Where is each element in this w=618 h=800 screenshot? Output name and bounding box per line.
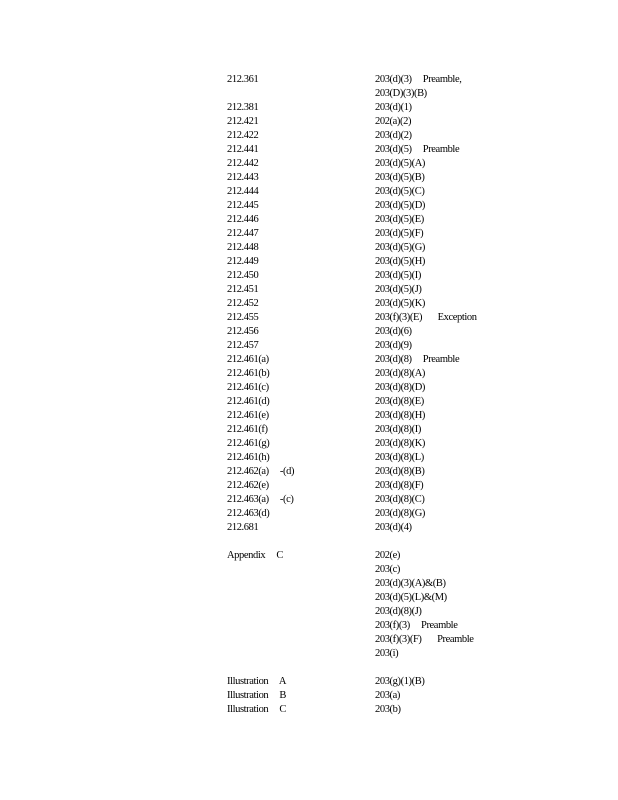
statute-reference: 202(e)	[375, 550, 401, 561]
section-reference: 212.681	[227, 522, 259, 533]
section-reference: 212.448	[227, 242, 259, 253]
table-row	[227, 465, 547, 479]
section-reference: 212.361	[227, 74, 259, 85]
table-row	[227, 423, 547, 437]
table-row	[227, 297, 547, 311]
section-reference	[227, 87, 375, 101]
statute-reference: 203(d)(5)(H)	[375, 256, 426, 267]
statute-reference: 203(g)(1)(B)	[375, 676, 425, 687]
table-row	[227, 675, 547, 689]
statute-reference: 203(d)(3)(A)&(B)	[375, 578, 446, 589]
table-row	[227, 633, 547, 647]
section-reference: Illustration C	[227, 704, 287, 715]
table-row	[227, 409, 547, 423]
table-row	[227, 549, 547, 563]
table-row	[227, 269, 547, 283]
table-row	[227, 87, 547, 101]
section-reference	[227, 633, 375, 647]
statute-reference: 203(D)(3)(B)	[375, 88, 427, 99]
table-row	[227, 647, 547, 661]
section-reference: 212.463(d)	[227, 508, 270, 519]
section-reference: 212.451	[227, 284, 259, 295]
table-row	[227, 451, 547, 465]
section-reference	[227, 619, 375, 633]
statute-reference: 203(d)(5)(D)	[375, 200, 426, 211]
section-reference: 212.449	[227, 256, 259, 267]
table-row	[227, 227, 547, 241]
table-row	[227, 353, 547, 367]
statute-reference: 203(c)	[375, 564, 401, 575]
statute-reference: 203(d)(5)(A)	[375, 158, 426, 169]
statute-reference: 202(a)(2)	[375, 116, 412, 127]
section-reference: Illustration A	[227, 676, 287, 687]
table-row	[227, 213, 547, 227]
section-reference: 212.442	[227, 158, 259, 169]
table-row	[227, 101, 547, 115]
statute-reference: 203(d)(3) Preamble,	[375, 74, 462, 85]
statute-reference: 203(d)(5)(C)	[375, 186, 425, 197]
section-reference: 212.462(e)	[227, 480, 269, 491]
table-row	[227, 493, 547, 507]
statute-reference: 203(d)(8)(J)	[375, 606, 422, 617]
statute-reference: 203(d)(5)(G)	[375, 242, 426, 253]
section-reference: 212.447	[227, 228, 259, 239]
statute-reference: 203(d)(8)(G)	[375, 508, 426, 519]
section-reference: 212.445	[227, 200, 259, 211]
statute-reference: 203(d)(8)(B)	[375, 466, 425, 477]
statute-reference: 203(d)(5)(F)	[375, 228, 424, 239]
section-reference: 212.461(e)	[227, 410, 269, 421]
statute-reference: 203(d)(5)(K)	[375, 298, 426, 309]
table-row	[227, 563, 547, 577]
section-reference: 212.421	[227, 116, 259, 127]
statute-reference: 203(f)(3) Preamble	[375, 620, 458, 631]
statute-reference: 203(f)(3)(E) Exception	[375, 312, 477, 323]
table-row	[227, 241, 547, 255]
statute-reference: 203(d)(8)(I)	[375, 424, 421, 435]
section-reference: 212.461(d)	[227, 396, 270, 407]
table-row	[227, 367, 547, 381]
statute-reference: 203(d)(8)(E)	[375, 396, 424, 407]
table-row	[227, 171, 547, 185]
table-row	[227, 395, 547, 409]
table-row	[227, 437, 547, 451]
table-row	[227, 129, 547, 143]
table-row	[227, 199, 547, 213]
statute-reference: 203(d)(8)(F)	[375, 480, 424, 491]
statute-reference: 203(d)(9)	[375, 340, 412, 351]
statute-reference: 203(d)(8)(H)	[375, 410, 426, 421]
section-reference: 212.456	[227, 326, 259, 337]
statute-reference: 203(f)(3)(F) Preamble	[375, 634, 474, 645]
table-row	[227, 311, 547, 325]
section-reference: 212.461(f)	[227, 424, 268, 435]
table-row	[227, 339, 547, 353]
statute-reference: 203(d)(5)(I)	[375, 270, 421, 281]
statute-reference: 203(d)(5)(E)	[375, 214, 424, 225]
section-reference	[227, 647, 375, 661]
section-reference: 212.461(h)	[227, 452, 270, 463]
section-reference: 212.450	[227, 270, 259, 281]
statute-reference: 203(d)(5)(B)	[375, 172, 425, 183]
statute-reference: 203(i)	[375, 648, 399, 659]
section-reference: 212.455	[227, 312, 259, 323]
section-reference: Illustration B	[227, 690, 287, 701]
section-reference: 212.457	[227, 340, 259, 351]
table-row	[227, 255, 547, 269]
statute-reference: 203(d)(8)(C)	[375, 494, 425, 505]
table-row	[227, 381, 547, 395]
table-row	[227, 143, 547, 157]
table-row	[227, 283, 547, 297]
table-row	[227, 591, 547, 605]
table-row	[227, 115, 547, 129]
table-row	[227, 507, 547, 521]
section-reference: 212.443	[227, 172, 259, 183]
section-reference: Appendix C	[227, 550, 283, 561]
cross-reference-table	[227, 73, 547, 717]
section-reference: 212.462(a) -(d)	[227, 466, 295, 477]
table-row	[227, 185, 547, 199]
statute-reference: 203(b)	[375, 704, 401, 715]
statute-reference: 203(d)(8) Preamble	[375, 354, 460, 365]
section-reference: 212.422	[227, 130, 259, 141]
table-row	[227, 73, 547, 87]
section-reference: 212.463(a) -(c)	[227, 494, 294, 505]
statute-reference: 203(d)(8)(K)	[375, 438, 426, 449]
section-reference	[227, 591, 375, 605]
statute-reference: 203(d)(8)(L)	[375, 452, 424, 463]
statute-reference: 203(d)(4)	[375, 522, 412, 533]
section-reference: 212.452	[227, 298, 259, 309]
section-reference: 212.381	[227, 102, 259, 113]
statute-reference: 203(d)(5)(L)&(M)	[375, 592, 447, 603]
table-row	[227, 605, 547, 619]
table-row	[227, 521, 547, 535]
section-reference: 212.461(g)	[227, 438, 270, 449]
table-row	[227, 577, 547, 591]
section-reference	[227, 577, 375, 591]
table-row	[227, 619, 547, 633]
statute-reference: 203(d)(5) Preamble	[375, 144, 460, 155]
statute-reference: 203(a)	[375, 690, 401, 701]
section-reference: 212.461(c)	[227, 382, 269, 393]
statute-reference: 203(d)(6)	[375, 326, 412, 337]
section-reference: 212.444	[227, 186, 259, 197]
table-row	[227, 325, 547, 339]
section-reference: 212.461(b)	[227, 368, 270, 379]
statute-reference: 203(d)(8)(D)	[375, 382, 426, 393]
table-row	[227, 479, 547, 493]
section-reference: 212.461(a)	[227, 354, 269, 365]
section-reference	[227, 563, 375, 577]
table-row	[227, 703, 547, 717]
statute-reference: 203(d)(1)	[375, 102, 412, 113]
statute-reference: 203(d)(2)	[375, 130, 412, 141]
statute-reference: 203(d)(8)(A)	[375, 368, 426, 379]
section-reference: 212.446	[227, 214, 259, 225]
table-row	[227, 689, 547, 703]
section-reference: 212.441	[227, 144, 259, 155]
section-reference	[227, 605, 375, 619]
statute-reference: 203(d)(5)(J)	[375, 284, 422, 295]
table-row	[227, 157, 547, 171]
